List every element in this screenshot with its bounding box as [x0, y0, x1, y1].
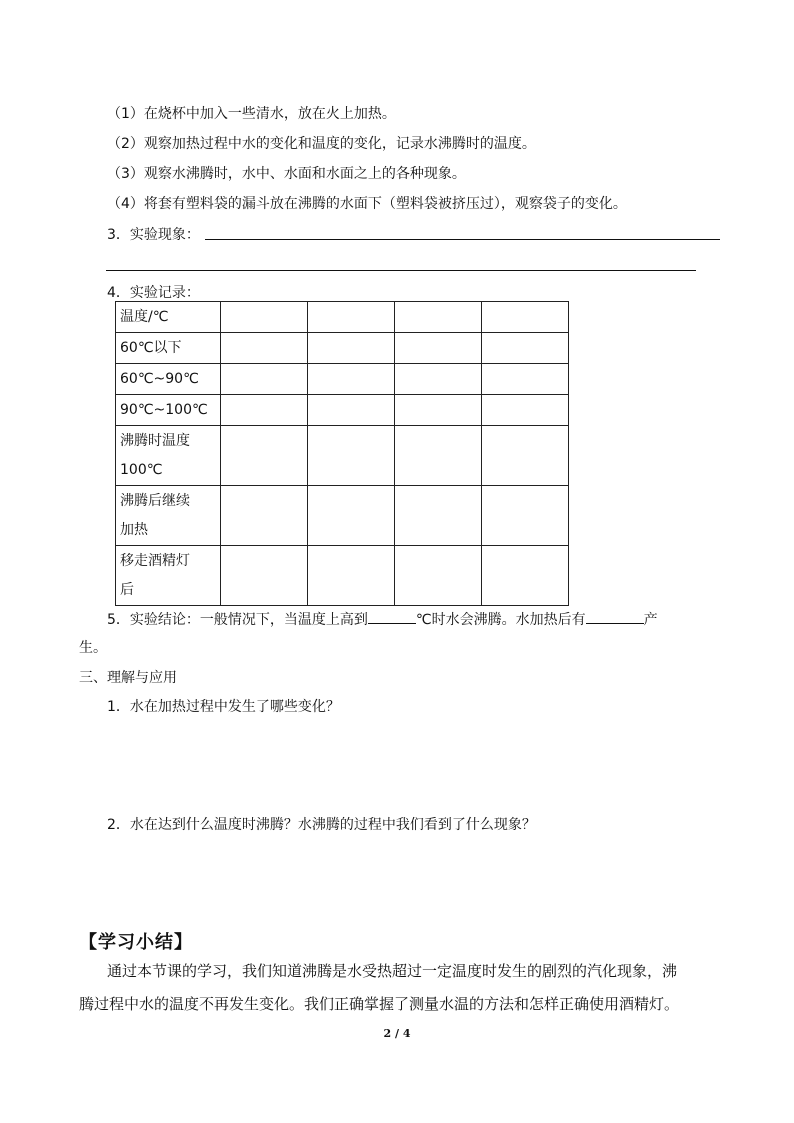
- record-cell[interactable]: [395, 333, 482, 364]
- row-label: [116, 546, 221, 606]
- record-cell[interactable]: [221, 426, 308, 486]
- record-cell[interactable]: [221, 486, 308, 546]
- row-label-line-2: 后: [120, 581, 134, 598]
- record-cell[interactable]: [482, 486, 569, 546]
- step-1: （1）在烧杯中加入一些清水，放在火上加热。: [107, 106, 396, 122]
- conclusion-text-3: 产: [643, 612, 658, 628]
- record-cell[interactable]: [395, 426, 482, 486]
- record-cell[interactable]: [221, 333, 308, 364]
- row-label: 60℃~90℃: [116, 364, 221, 395]
- table-row: [116, 302, 569, 333]
- record-cell[interactable]: [395, 364, 482, 395]
- record-label: 4．实验记录：: [107, 285, 200, 301]
- conclusion-line-2: 生。: [79, 640, 107, 656]
- table-row: [116, 426, 569, 486]
- record-cell[interactable]: [395, 302, 482, 333]
- table-row: [116, 395, 569, 426]
- step-4: （4）将套有塑料袋的漏斗放在沸腾的水面下（塑料袋被挤压过），观察袋子的变化。: [107, 196, 627, 212]
- record-cell[interactable]: [308, 395, 395, 426]
- record-cell[interactable]: [221, 364, 308, 395]
- record-cell[interactable]: [395, 486, 482, 546]
- record-cell[interactable]: [308, 333, 395, 364]
- row-label-line-1: 沸腾时温度: [120, 432, 190, 449]
- boiling-temp-blank[interactable]: [368, 609, 416, 624]
- table-row: [116, 546, 569, 606]
- record-cell[interactable]: [308, 302, 395, 333]
- row-label-line-2: 100℃: [120, 461, 163, 478]
- row-label-line-1: 沸腾后继续: [120, 492, 190, 509]
- step-2: （2）观察加热过程中水的变化和温度的变化，记录水沸腾时的温度。: [107, 136, 536, 152]
- row-label: 温度/℃: [116, 302, 221, 333]
- phenomena-label: 3．实验现象：: [107, 227, 200, 243]
- conclusion-text-2: ℃时水会沸腾。水加热后有: [415, 612, 586, 628]
- phenomena-answer-line-1[interactable]: [205, 239, 720, 240]
- record-cell[interactable]: [221, 302, 308, 333]
- record-cell[interactable]: [482, 364, 569, 395]
- table-row: [116, 364, 569, 395]
- record-cell[interactable]: [221, 546, 308, 606]
- record-cell[interactable]: [308, 486, 395, 546]
- row-label: 60℃以下: [116, 333, 221, 364]
- conclusion-text-1: 5．实验结论：一般情况下，当温度上高到: [107, 612, 368, 628]
- record-cell[interactable]: [395, 395, 482, 426]
- record-cell[interactable]: [482, 302, 569, 333]
- record-cell[interactable]: [482, 333, 569, 364]
- row-label-line-1: 移走酒精灯: [120, 552, 190, 569]
- summary-line-2: 腾过程中水的温度不再发生变化。我们正确掌握了测量水温的方法和怎样正确使用酒精灯。: [79, 995, 680, 1013]
- table-row: [116, 486, 569, 546]
- record-cell[interactable]: [395, 546, 482, 606]
- record-cell[interactable]: [482, 546, 569, 606]
- page-number: 2 / 4: [383, 1027, 411, 1040]
- experiment-record-table: [115, 301, 569, 606]
- question-2: 2．水在达到什么温度时沸腾？水沸腾的过程中我们看到了什么现象？: [107, 817, 536, 833]
- record-cell[interactable]: [482, 426, 569, 486]
- summary-line-1: 通过本节课的学习，我们知道沸腾是水受热超过一定温度时发生的剧烈的汽化现象，沸: [107, 962, 678, 980]
- row-label: [116, 426, 221, 486]
- row-label: 90℃~100℃: [116, 395, 221, 426]
- row-label-line-2: 加热: [120, 521, 148, 538]
- record-cell[interactable]: [482, 395, 569, 426]
- section-3-title: 三、理解与应用: [79, 670, 177, 686]
- record-cell[interactable]: [308, 426, 395, 486]
- phenomena-answer-line-2[interactable]: [106, 270, 696, 271]
- conclusion-line: [107, 609, 658, 630]
- step-3: （3）观察水沸腾时，水中、水面和水面之上的各种现象。: [107, 166, 466, 182]
- question-1: 1．水在加热过程中发生了哪些变化？: [107, 699, 340, 715]
- row-label: [116, 486, 221, 546]
- table-row: [116, 333, 569, 364]
- record-cell[interactable]: [308, 364, 395, 395]
- product-blank[interactable]: [586, 609, 644, 624]
- record-cell[interactable]: [308, 546, 395, 606]
- record-cell[interactable]: [221, 395, 308, 426]
- summary-title: 【学习小结】: [79, 932, 193, 953]
